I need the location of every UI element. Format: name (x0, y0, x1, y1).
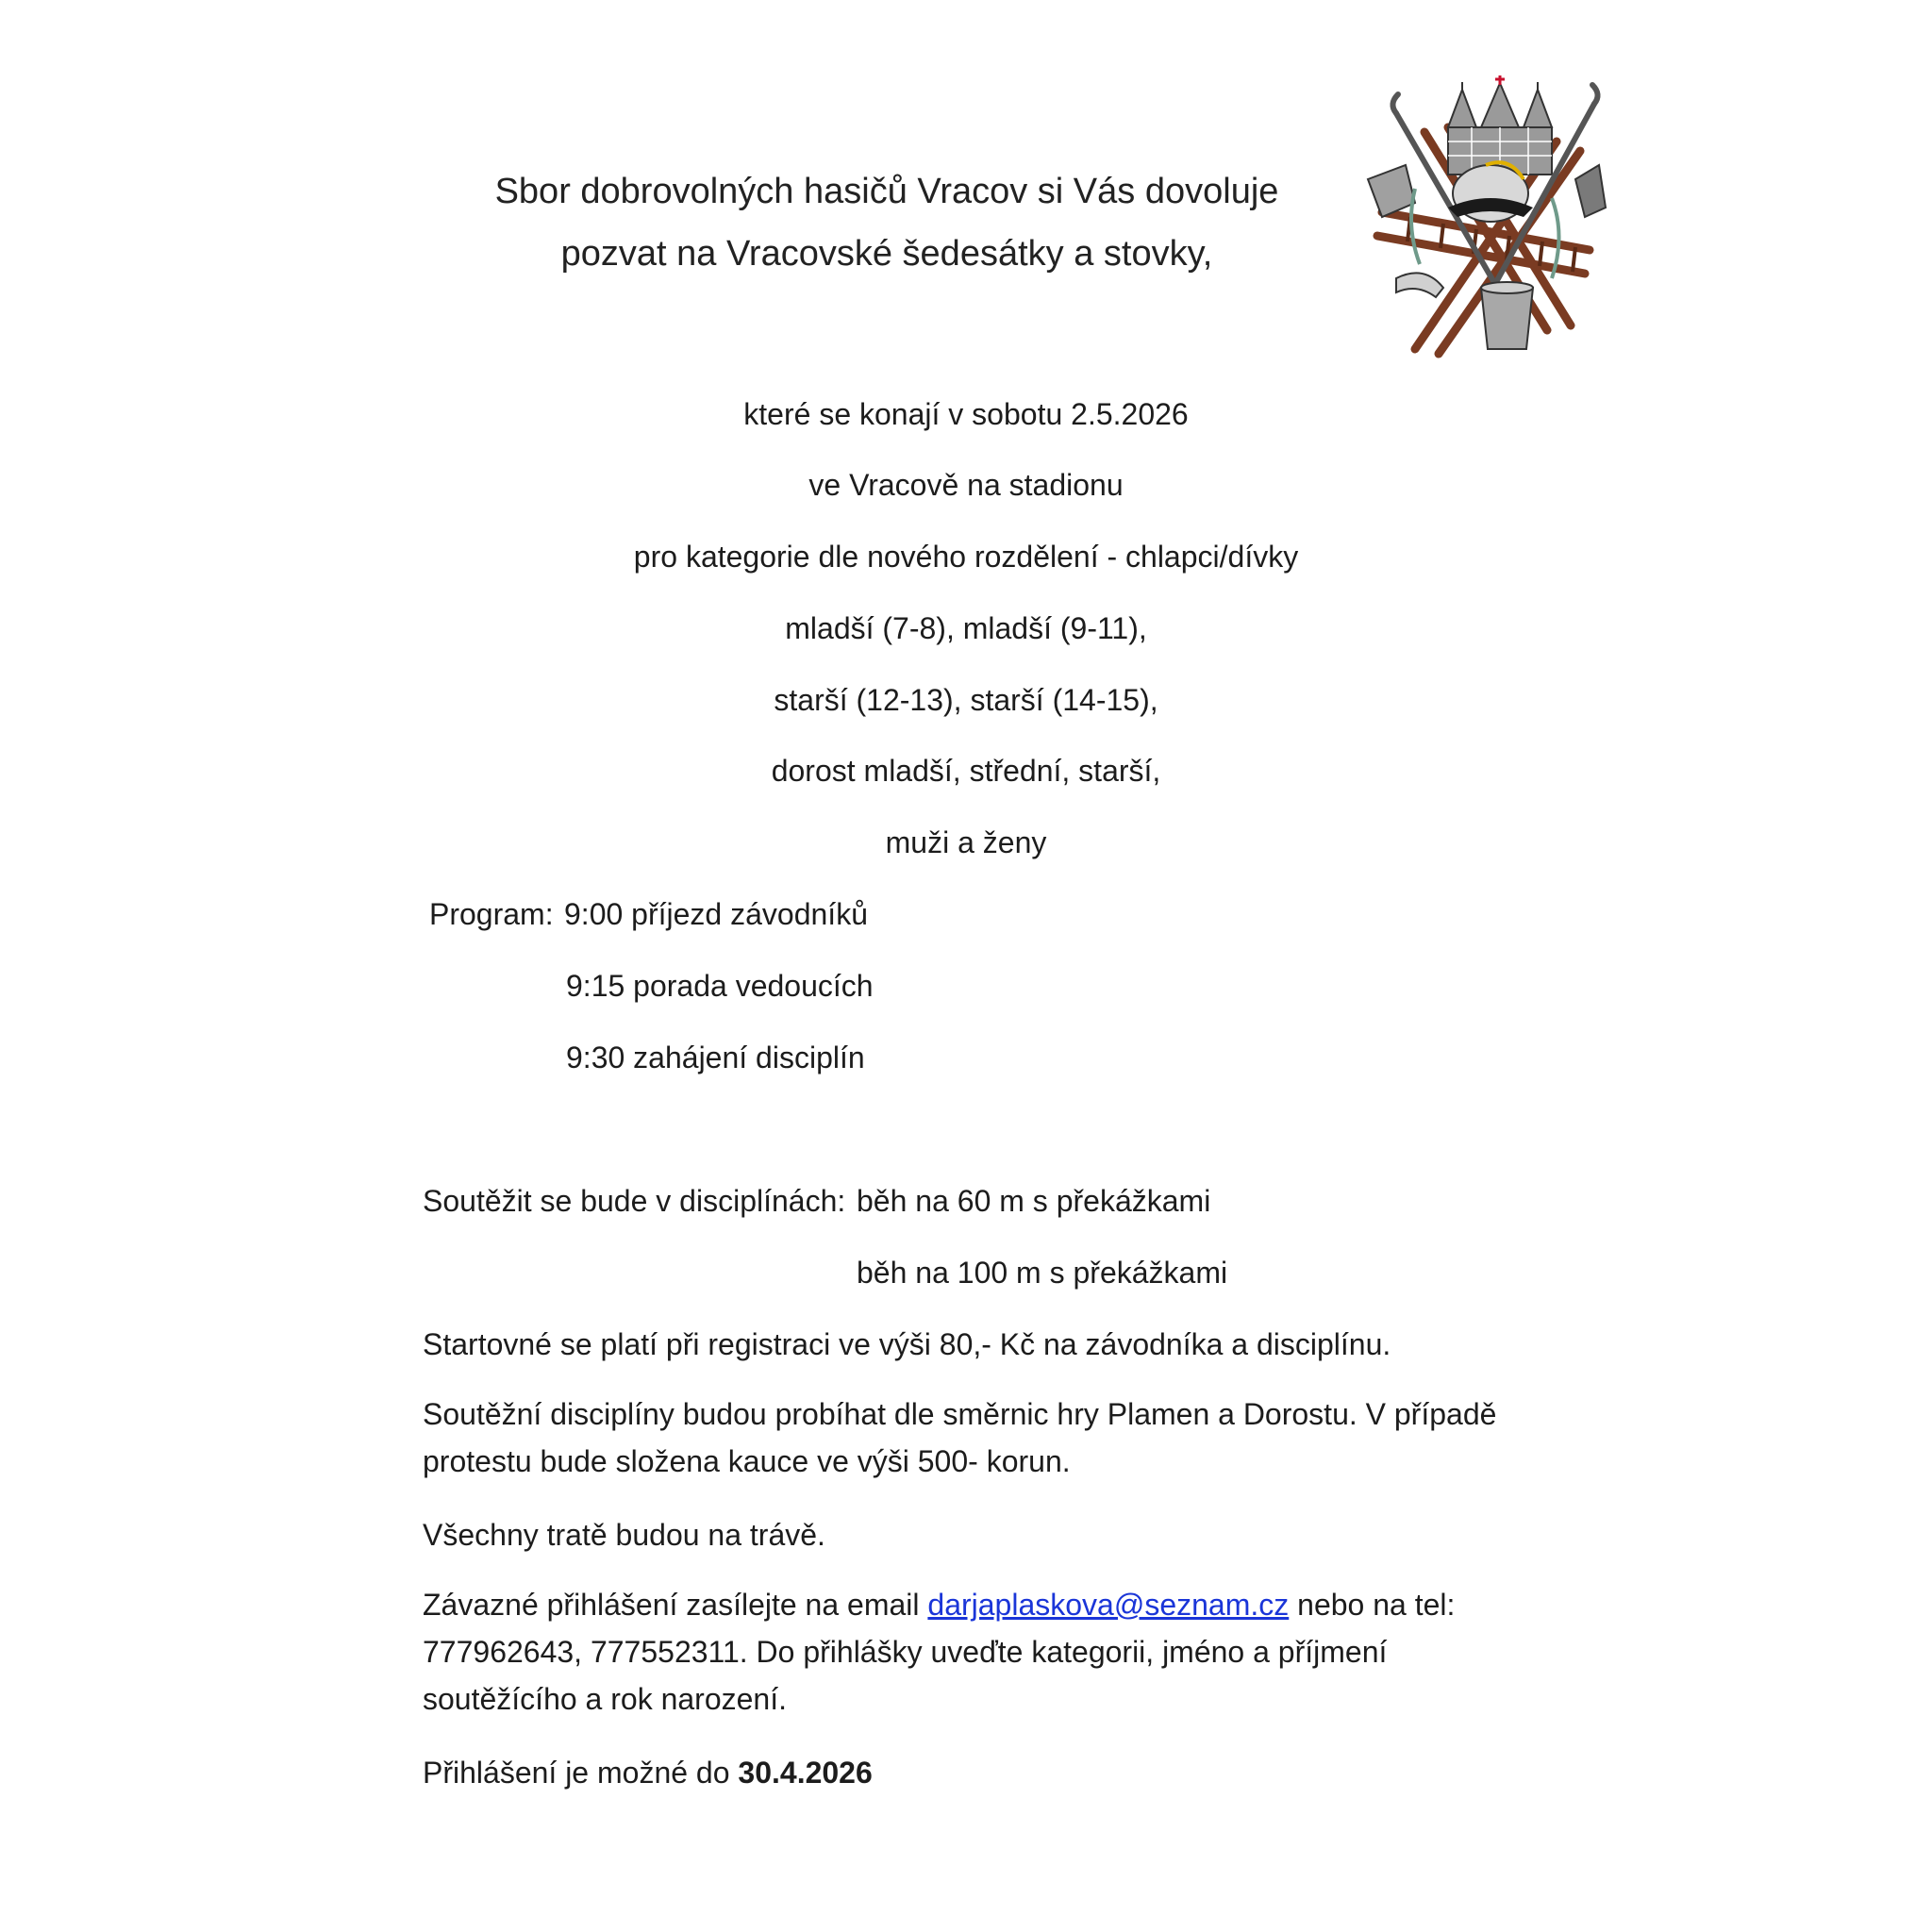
categories-older-line: starší (12-13), starší (14-15), (774, 683, 1158, 717)
program-label: Program: (429, 897, 554, 931)
heading-line-2: pozvat na Vracovské šedesátky a stovky, (560, 234, 1213, 274)
program-item: 9:15 porada vedoucích (566, 969, 874, 1003)
invitation-heading (415, 160, 1358, 285)
deadline-text (423, 1754, 873, 1791)
categories-younger-line: mladší (7-8), mladší (9-11), (785, 611, 1147, 645)
program-item: 9:00 příjezd závodníků (564, 897, 868, 931)
grass-text: Všechny tratě budou na trávě. (423, 1518, 825, 1552)
email-link[interactable]: darjaplaskova@seznam.cz (927, 1588, 1290, 1622)
event-venue-line: ve Vracově na stadionu (808, 468, 1124, 502)
fee-text: Startovné se platí při registraci ve výši 80,- Kč na závodníka a disciplínu. (423, 1327, 1391, 1361)
rules-text: Soutěžní disciplíny budou probíhat dle směrnic hry Plamen a Dorostu. V případě protestu bude složena kauce ve výši 500- korun. (423, 1397, 1497, 1478)
firefighter-emblem-icon (1358, 75, 1613, 358)
categories-juniors-line: dorost mladší, střední, starší, (771, 754, 1161, 788)
deadline-date: 30.4.2026 (738, 1756, 873, 1790)
registration-suffix: nebo na tel: 777962643, 777552311. Do přihlášky uveďte kategorii, jméno a příjmení soutěžícího a rok narození. (423, 1588, 1456, 1716)
deadline-prefix: Přihlášení je možné do (423, 1756, 730, 1790)
discipline-item: běh na 100 m s překážkami (857, 1256, 1228, 1290)
heading-line-1: Sbor dobrovolných hasičů Vracov si Vás dovoluje (494, 172, 1279, 211)
disciplines-label: Soutěžit se bude v disciplínách: (423, 1184, 846, 1218)
categories-intro-line: pro kategorie dle nového rozdělení - chlapci/dívky (633, 540, 1299, 574)
registration-text (423, 1581, 1498, 1723)
registration-prefix: Závazné přihlášení zasílejte na email (423, 1588, 920, 1622)
categories-adults-line: muži a ženy (885, 825, 1047, 859)
event-date-line: které se konají v sobotu 2.5.2026 (743, 397, 1189, 431)
program-item: 9:30 zahájení disciplín (566, 1041, 865, 1074)
discipline-item: běh na 60 m s překážkami (857, 1184, 1211, 1218)
